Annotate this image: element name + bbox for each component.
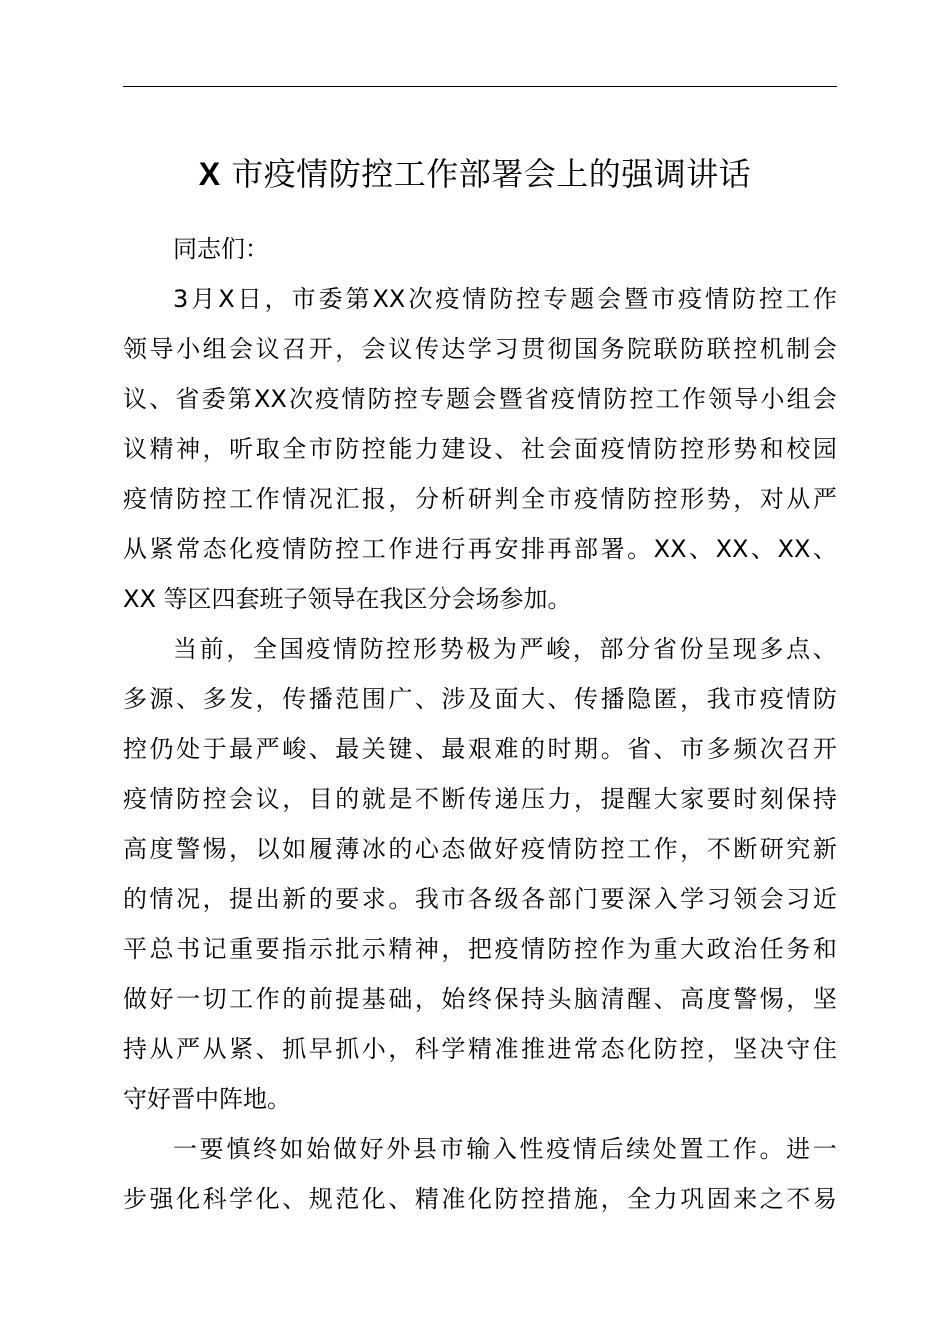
document-title (0, 152, 950, 196)
document-body (123, 224, 837, 1224)
paragraph-line: 多 源 、 多 发 ， 传 播 范 围 广 、 涉 及 面 大 、 传 播 隐 匿 ， 我 市 疫 情 防 (123, 685, 837, 713)
title-prefix: X (198, 156, 221, 192)
paragraph-line: 持 从 严 从 紧 、 抓 早 抓 小 ， 科 学 精 准 推 进 常 态 化 防 控 ， 坚 决 守 住 (123, 1035, 837, 1063)
paragraph-line: 从 紧 常 态 化 疫 情 防 控 工 作 进 行 再 安 排 再 部 署 。 XX 、 XX 、 XX 、 (123, 535, 837, 563)
paragraph-line: 疫 情 防 控 会 议 ， 目 的 就 是 不 断 传 递 压 力 ， 提 醒 大 家 要 时 刻 保 持 (123, 785, 837, 813)
paragraph (123, 274, 837, 624)
paragraph-line: 一 要 慎 终 如 始 做 好 外 县 市 输 入 性 疫 情 后 续 处 置 工 作 。 进 一 (173, 1135, 837, 1163)
header-rule (123, 86, 837, 87)
paragraph-line: 做 好 一 切 工 作 的 前 提 基 础 ， 始 终 保 持 头 脑 清 醒 、 高 度 警 惕 ， 坚 (123, 985, 837, 1013)
paragraph-line: 的 情 况 ， 提 出 新 的 要 求 。 我 市 各 级 各 部 门 要 深 入 学 习 领 会 习 近 (123, 885, 837, 913)
paragraph-line: XX 等区四套班子领导在我区分会场参加。 (123, 585, 572, 613)
paragraph-line: 议 、 省 委 第 XX 次 疫 情 防 控 专 题 会 暨 省 疫 情 防 控 工 作 领 导 小 组 会 (123, 385, 837, 413)
paragraphs (123, 274, 837, 1224)
paragraph-line: 当 前 ， 全 国 疫 情 防 控 形 势 极 为 严 峻 ， 部 分 省 份 呈 现 多 点 、 (173, 635, 837, 663)
paragraph-line: 疫 情 防 控 工 作 情 况 汇 报 ， 分 析 研 判 全 市 疫 情 防 控 形 势 ， 对 从 严 (123, 485, 837, 513)
paragraph-line: 步 强 化 科 学 化 、 规 范 化 、 精 准 化 防 控 措 施 ， 全 力 巩 固 来 之 不 易 (123, 1185, 837, 1213)
paragraph (123, 624, 837, 1124)
paragraph-line: 领 导 小 组 会 议 召 开 ， 会 议 传 达 学 习 贯 彻 国 务 院 联 防 联 控 机 制 会 (123, 335, 837, 363)
paragraph (123, 1124, 837, 1224)
paragraph-line: 守好晋中阵地。 (123, 1085, 291, 1113)
paragraph-line: 3 月 X 日 ， 市 委 第 XX 次 疫 情 防 控 专 题 会 暨 市 疫 情 防 控 工 作 (173, 285, 837, 313)
paragraph-line: 平 总 书 记 重 要 指 示 批 示 精 神 ， 把 疫 情 防 控 作 为 重 大 政 治 任 务 和 (123, 935, 837, 963)
paragraph-line: 议 精 神 ， 听 取 全 市 防 控 能 力 建 设 、 社 会 面 疫 情 防 控 形 势 和 校 园 (123, 435, 837, 463)
salutation: 同志们： (173, 235, 269, 263)
title-text: 市疫情防控工作部署会上的强调讲话 (231, 155, 752, 193)
paragraph-line: 控 仍 处 于 最 严 峻 、 最 关 键 、 最 艰 难 的 时 期 。 省 、 市 多 频 次 召 开 (123, 735, 837, 763)
paragraph-line: 高 度 警 惕 ， 以 如 履 薄 冰 的 心 态 做 好 疫 情 防 控 工 作 ， 不 断 研 究 新 (123, 835, 837, 863)
